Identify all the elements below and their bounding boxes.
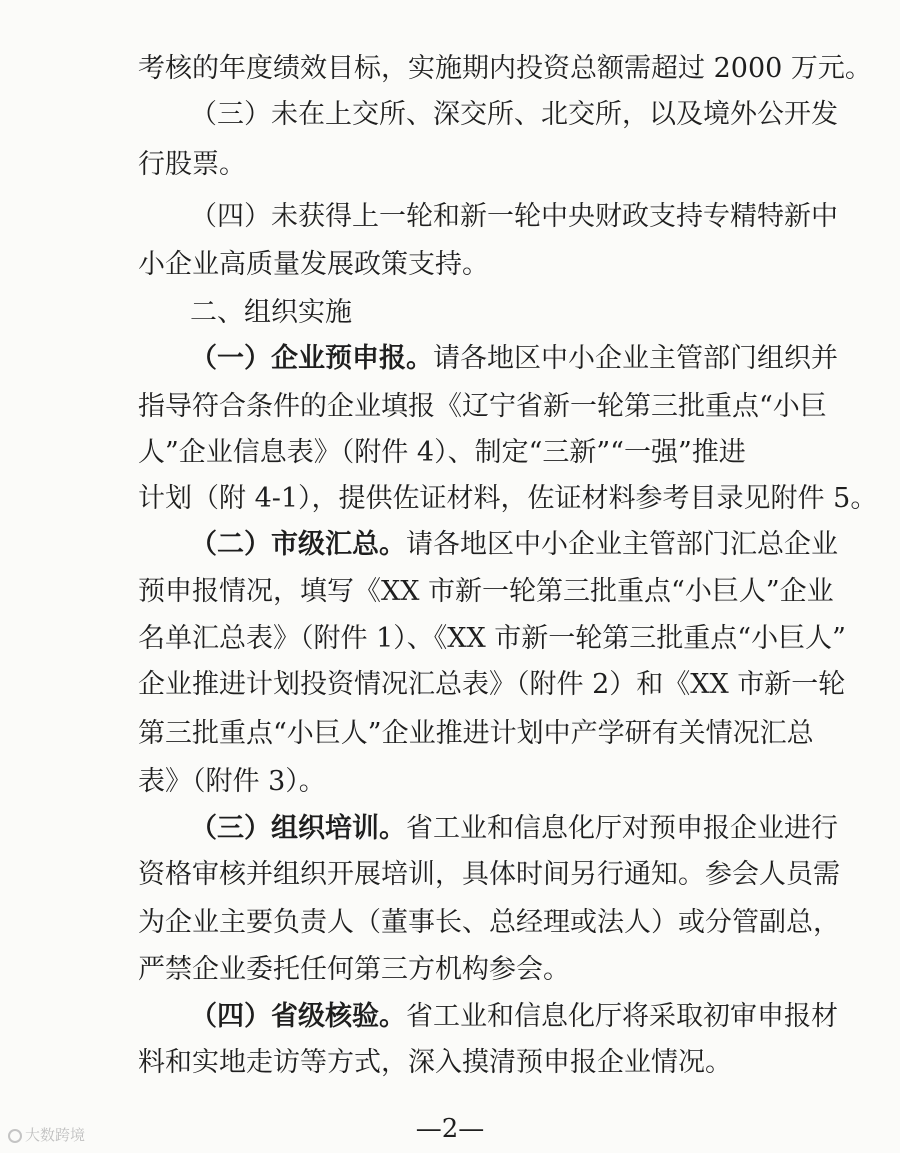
watermark-logo-icon: [8, 1129, 22, 1143]
watermark: [8, 1124, 85, 1145]
watermark-text: 大数跨境: [25, 1126, 86, 1144]
section-4-line-1: [0, 1000, 900, 1034]
section-1-heading: （一）企业预申报。: [190, 343, 433, 374]
section-3-line-3: 为企业主要负责人（董事长、总经理或法人）或分管副总，: [138, 907, 840, 938]
criterion-4-line-1: （四）未获得上一轮和新一轮中央财政支持专精特新中: [190, 201, 838, 232]
section-3-line-4: 严禁企业委托任何第三方机构参会。: [138, 954, 570, 985]
section-heading-organization: 二、组织实施: [190, 297, 352, 328]
section-2-line-5: 第三批重点“小巨人”企业推进计划中产学研有关情况汇总: [138, 718, 814, 749]
section-2-heading: （二）市级汇总。: [190, 529, 406, 560]
section-2-text: 请各地区中小企业主管部门汇总企业: [406, 529, 838, 560]
section-2-line-1: [0, 528, 900, 562]
section-1-line-2: 指导符合条件的企业填报《辽宁省新一轮第三批重点“小巨: [138, 391, 827, 422]
section-2-line-4: 企业推进计划投资情况汇总表》（附件 2）和《XX 市新一轮: [138, 669, 846, 700]
section-3-line-1: [0, 812, 900, 846]
section-1-line-1: [0, 342, 900, 376]
section-1-text: 请各地区中小企业主管部门组织并: [433, 343, 838, 374]
section-2-line-6: 表》（附件 3）。: [138, 766, 326, 797]
page-number: —2—: [415, 1114, 485, 1144]
section-3-line-2: 资格审核并组织开展培训，具体时间另行通知。参会人员需: [138, 859, 840, 890]
section-2-line-3: 名单汇总表》（附件 1）、《XX 市新一轮第三批重点“小巨人”: [138, 623, 846, 654]
section-1-line-4: 计划（附 4-1），提供佐证材料，佐证材料参考目录见附件 5。: [138, 483, 878, 514]
section-4-heading: （四）省级核验。: [190, 1001, 406, 1032]
section-3-text: 省工业和信息化厅对预申报企业进行: [406, 813, 838, 844]
section-1-line-3: 人”企业信息表》（附件 4）、制定“三新”“一强”推进: [138, 437, 746, 468]
section-4-line-2: 料和实地走访等方式，深入摸清预申报企业情况。: [138, 1047, 732, 1078]
section-2-line-2: 预申报情况，填写《XX 市新一轮第三批重点“小巨人”企业: [138, 576, 834, 607]
paragraph-line: 考核的年度绩效目标，实施期内投资总额需超过 2000 万元。: [138, 53, 872, 84]
criterion-3-line-2: 行股票。: [138, 149, 246, 180]
criterion-3-line-1: （三）未在上交所、深交所、北交所，以及境外公开发: [190, 99, 838, 130]
section-4-text: 省工业和信息化厅将采取初审申报材: [406, 1001, 838, 1032]
section-3-heading: （三）组织培训。: [190, 813, 406, 844]
criterion-4-line-2: 小企业高质量发展政策支持。: [138, 249, 489, 280]
